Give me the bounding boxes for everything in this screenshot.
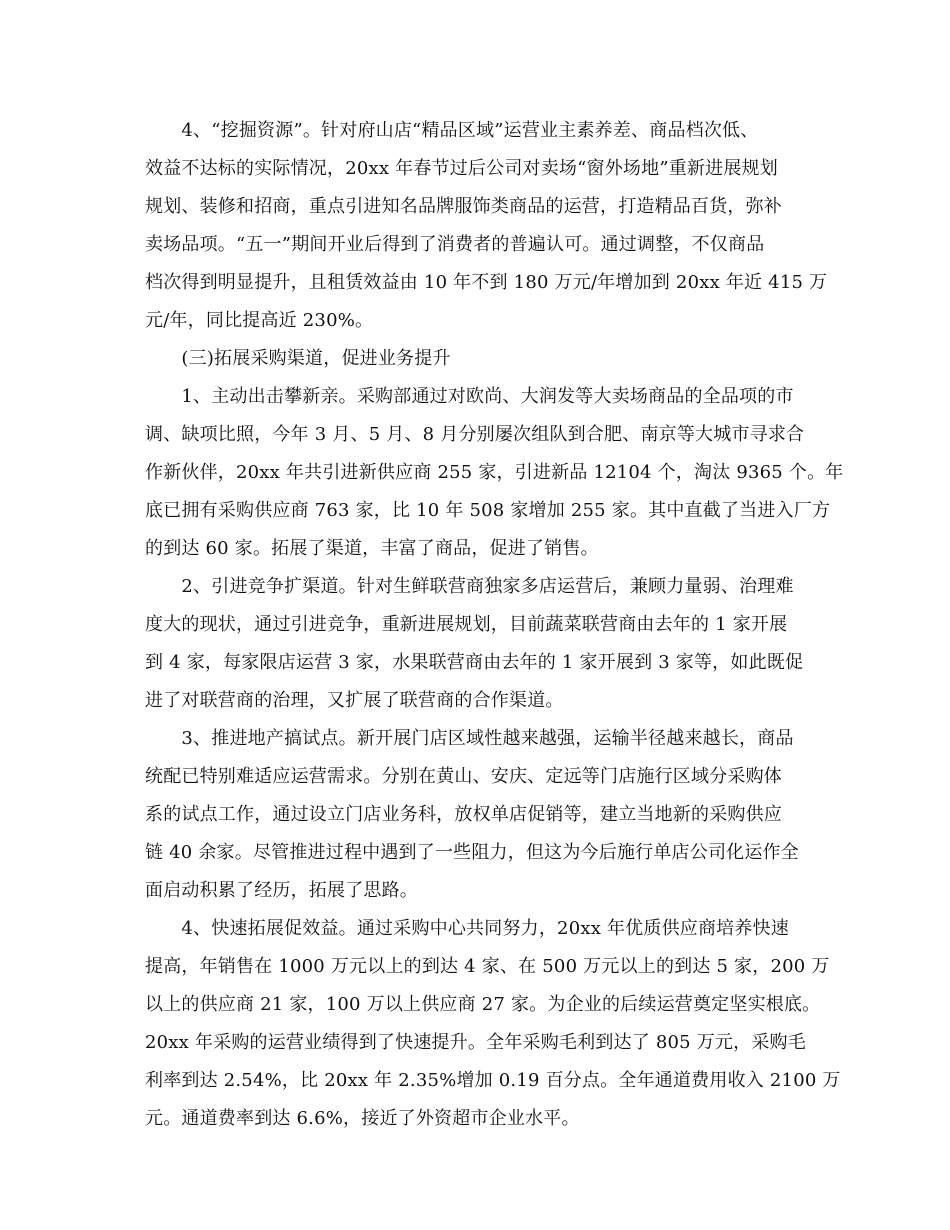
text-line: 作新伙伴，20xx 年共引进新供应商 255 家，引进新品 12104 个，淘汰 9365 个。年 xyxy=(145,462,844,483)
text-line: 统配已特别难适应运营需求。分别在黄山、安庆、定远等门店施行区域分采购体 xyxy=(145,766,782,787)
text-line: 3、推进地产搞试点。新开展门店区域性越来越强，运输半径越来越长，商品 xyxy=(145,728,794,749)
text-line: 档次得到明显提升，且租赁效益由 10 年不到 180 万元/年增加到 20xx 年近 415 万 xyxy=(145,272,828,293)
text-line: 进了对联营商的治理，又扩展了联营商的合作渠道。 xyxy=(145,690,564,711)
text-line: 调、缺项比照，今年 3 月、5 月、8 月分别屡次组队到合肥、南京等大城市寻求合 xyxy=(145,424,805,445)
text-line: 以上的供应商 21 家，100 万以上供应商 27 家。为企业的后续运营奠定坚实根底。 xyxy=(145,994,821,1015)
text-line: 4、快速拓展促效益。通过采购中心共同努力，20xx 年优质供应商培养快速 xyxy=(145,918,789,939)
text-line: 规划、装修和招商，重点引进知名品牌服饰类商品的运营，打造精品百货，弥补 xyxy=(145,196,782,217)
section-heading: (三)拓展采购渠道，促进业务提升 xyxy=(145,348,451,369)
text-line: 底已拥有采购供应商 763 家，比 10 年 508 家增加 255 家。其中直截了当进入厂方 xyxy=(145,500,831,521)
text-line: 4、“挖掘资源”。针对府山店“精品区域”运营业主素养差、商品档次低、 xyxy=(145,120,759,141)
text-line: 到 4 家，每家限店运营 3 家，水果联营商由去年的 1 家开展到 3 家等，如此既促 xyxy=(145,652,804,673)
text-line: 的到达 60 家。拓展了渠道，丰富了商品，促进了销售。 xyxy=(145,538,599,559)
text-line: 20xx 年采购的运营业绩得到了快速提升。全年采购毛利到达了 805 万元，采购毛 xyxy=(145,1032,806,1053)
text-line: 1、主动出击攀新亲。采购部通过对欧尚、大润发等大卖场商品的全品项的市 xyxy=(145,386,794,407)
text-line: 面启动积累了经历，拓展了思路。 xyxy=(145,880,418,901)
text-line: 度大的现状，通过引进竞争，重新进展规划，目前蔬菜联营商由去年的 1 家开展 xyxy=(145,614,788,635)
text-line: 提高，年销售在 1000 万元以上的到达 4 家、在 500 万元以上的到达 5 家，200 万 xyxy=(145,956,830,977)
text-line: 元/年，同比提高近 230%。 xyxy=(145,310,374,331)
text-line: 利率到达 2.54%，比 20xx 年 2.35%增加 0.19 百分点。全年通道费用收入 2100 万 xyxy=(145,1070,841,1091)
text-line: 效益不达标的实际情况，20xx 年春节过后公司对卖场“窗外场地”重新进展规划 xyxy=(145,158,778,179)
text-line: 2、引进竞争扩渠道。针对生鲜联营商独家多店运营后，兼顾力量弱、治理难 xyxy=(145,576,794,597)
text-line: 链 40 余家。尽管推进过程中遇到了一些阻力，但这为今后施行单店公司化运作全 xyxy=(145,842,799,863)
text-line: 元。通道费率到达 6.6%，接近了外资超市企业水平。 xyxy=(145,1108,580,1129)
text-line: 卖场品项。“五一”期间开业后得到了消费者的普遍认可。通过调整，不仅商品 xyxy=(145,234,765,255)
text-line: 系的试点工作，通过设立门店业务科，放权单店促销等，建立当地新的采购供应 xyxy=(145,804,782,825)
